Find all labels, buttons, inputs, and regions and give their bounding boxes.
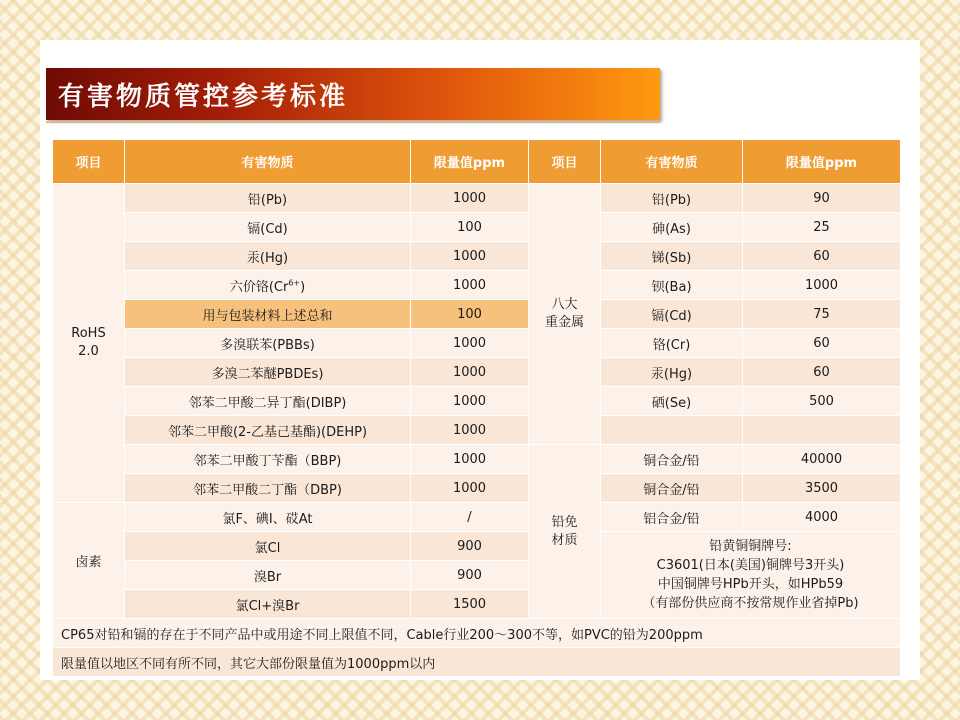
- header-item-left: 项目: [53, 140, 125, 184]
- table-row: [53, 271, 901, 300]
- left-substance: 邻苯二甲酸二异丁酯(DIBP): [125, 387, 411, 416]
- left-limit-highlighted: 100: [411, 300, 529, 329]
- left-limit: 900: [411, 561, 529, 590]
- left-substance: 多溴二苯醚PBDEs): [125, 358, 411, 387]
- right-substance: 铝合金/铅: [601, 503, 743, 532]
- left-substance: 邻苯二甲酸丁苄酯（BBP): [125, 445, 411, 474]
- right-substance: 汞(Hg): [601, 358, 743, 387]
- right-substance: 钡(Ba): [601, 271, 743, 300]
- left-substance: 多溴联苯(PBBs): [125, 329, 411, 358]
- right-substance: 镉(Cd): [601, 300, 743, 329]
- title-bar: [46, 68, 660, 120]
- left-limit: 1000: [411, 329, 529, 358]
- right-limit: 500: [743, 387, 901, 416]
- header-limit-left: 限量值ppm: [411, 140, 529, 184]
- left-limit: 1500: [411, 590, 529, 619]
- header-item-right: 项目: [529, 140, 601, 184]
- right-limit: 4000: [743, 503, 901, 532]
- left-limit: 1000: [411, 184, 529, 213]
- left-substance: 镉(Cd): [125, 213, 411, 242]
- table-row: [53, 445, 901, 474]
- left-substance: 氯Cl+溴Br: [125, 590, 411, 619]
- right-limit: 1000: [743, 271, 901, 300]
- left-substance: 氯Cl: [125, 532, 411, 561]
- table-row: [53, 242, 901, 271]
- right-limit: 60: [743, 242, 901, 271]
- right-substance: 铜合金/铅: [601, 474, 743, 503]
- right-limit: 25: [743, 213, 901, 242]
- left-substance-highlighted: 用与包装材料上述总和: [125, 300, 411, 329]
- left-limit: /: [411, 503, 529, 532]
- footnote-row: [53, 648, 901, 677]
- table-row: [53, 300, 901, 329]
- left-limit: 1000: [411, 271, 529, 300]
- left-substance: 铅(Pb): [125, 184, 411, 213]
- table-row: [53, 184, 901, 213]
- right-limit: 60: [743, 358, 901, 387]
- footnote-row: [53, 619, 901, 648]
- left-substance: 邻苯二甲酸(2-乙基己基酯)(DEHP): [125, 416, 411, 445]
- group-lead-free: 铅免 材质: [529, 445, 601, 619]
- left-limit: 1000: [411, 387, 529, 416]
- footnote-limit-region: 限量值以地区不同有所不同，其它大部份限量值为1000ppm以内: [53, 648, 901, 677]
- left-substance: 邻苯二甲酸二丁酯（DBP): [125, 474, 411, 503]
- page-title: 有害物质管控参考标准: [58, 82, 349, 112]
- table-header-row: [53, 140, 901, 184]
- header-substance-left: 有害物质: [125, 140, 411, 184]
- table-row: [53, 213, 901, 242]
- right-limit: 90: [743, 184, 901, 213]
- left-substance: 六价铬$(Cr^{6+})$: [125, 271, 411, 300]
- right-substance: 铜合金/铅: [601, 445, 743, 474]
- table-row: [53, 474, 901, 503]
- right-limit-empty: [743, 416, 901, 445]
- right-substance: 铬(Cr): [601, 329, 743, 358]
- right-substance: 硒(Se): [601, 387, 743, 416]
- table-row: [53, 503, 901, 532]
- table-row: [53, 358, 901, 387]
- right-substance: 砷(As): [601, 213, 743, 242]
- left-limit: 1000: [411, 242, 529, 271]
- left-limit: 1000: [411, 474, 529, 503]
- left-substance: 溴Br: [125, 561, 411, 590]
- brass-grade-note: 铅黄铜铜牌号: C3601(日本(美国)铜牌号3开头) 中国铜牌号HPb开头，如HPb59 （有部份供应商不按常规作业省掉Pb): [601, 532, 901, 619]
- left-limit: 1000: [411, 416, 529, 445]
- table-row: [53, 416, 901, 445]
- group-halogen: 卤素: [53, 503, 125, 619]
- right-limit: 60: [743, 329, 901, 358]
- hazardous-substance-table: [52, 139, 901, 677]
- right-substance: 锑(Sb): [601, 242, 743, 271]
- left-substance: 氯F、碘I、砹At: [125, 503, 411, 532]
- header-limit-right: 限量值ppm: [743, 140, 901, 184]
- right-limit: 3500: [743, 474, 901, 503]
- right-limit: 40000: [743, 445, 901, 474]
- right-limit: 75: [743, 300, 901, 329]
- table-row: [53, 329, 901, 358]
- left-limit: 900: [411, 532, 529, 561]
- table-row: [53, 387, 901, 416]
- right-substance-empty: [601, 416, 743, 445]
- group-heavy-metals: 八大 重金属: [529, 184, 601, 445]
- group-rohs: RoHS 2.0: [53, 184, 125, 503]
- left-substance: 汞(Hg): [125, 242, 411, 271]
- header-substance-right: 有害物质: [601, 140, 743, 184]
- footnote-cp65: CP65对铅和镉的存在于不同产品中或用途不同上限值不同，Cable行业200～300不等，如PVC的铅为200ppm: [53, 619, 901, 648]
- left-limit: 1000: [411, 445, 529, 474]
- table-row: [53, 532, 901, 561]
- right-substance: 铅(Pb): [601, 184, 743, 213]
- left-limit: 1000: [411, 358, 529, 387]
- left-limit: 100: [411, 213, 529, 242]
